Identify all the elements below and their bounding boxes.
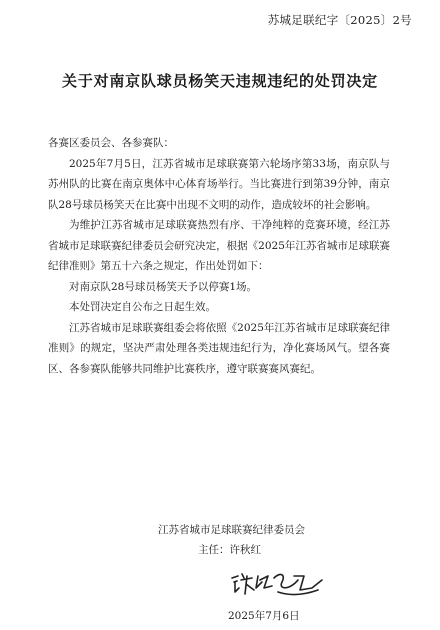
paragraph-penalty: 对南京队28号球员杨笑天予以停赛1场。 bbox=[69, 280, 258, 293]
paragraph-closing: 江苏省城市足球联赛组委会将依照《2025年江苏省城市足球联赛纪律准则》的规定，坚决严肃处理各类违规违纪行为，净化赛场风气。望各赛区、各参赛队能够共同维护比赛秩序，遵守联赛赛风赛纪。 bbox=[48, 321, 390, 375]
salutation: 各赛区委员会、各参赛队： bbox=[48, 137, 174, 149]
paragraph-incident: 2025年7月5日，江苏省城市足球联赛第六轮场序第33场，南京队与苏州队的比赛在南京奥体中心体育场举行。当比赛进行到第39分钟，南京队28号球员杨笑天在比赛中出现不文明的动作，造成较坏的社会影响。 bbox=[48, 157, 390, 211]
document-body bbox=[48, 133, 390, 379]
document-title: 关于对南京队球员杨笑天违规违纪的处罚决定 bbox=[61, 72, 378, 90]
paragraph-effective: 本处罚决定自公布之日起生效。 bbox=[69, 301, 216, 313]
paragraph-basis: 为维护江苏省城市足球联赛热烈有序、干净纯粹的竞赛环境，经江苏省城市足球联赛纪律委员会研究决定，根据《2025年江苏省城市足球联赛纪律准则》第五十六条之规定，作出处罚如下： bbox=[48, 219, 390, 272]
document-number: 苏城足联纪字〔2025〕2号 bbox=[267, 13, 412, 27]
signing-chair: 主任：许秋红 bbox=[198, 544, 261, 556]
signing-organization: 江苏省城市足球联赛纪律委员会 bbox=[158, 524, 305, 536]
signature-block bbox=[158, 520, 368, 560]
handwritten-signature bbox=[228, 568, 328, 598]
signing-date: 2025年7月6日 bbox=[228, 610, 300, 622]
